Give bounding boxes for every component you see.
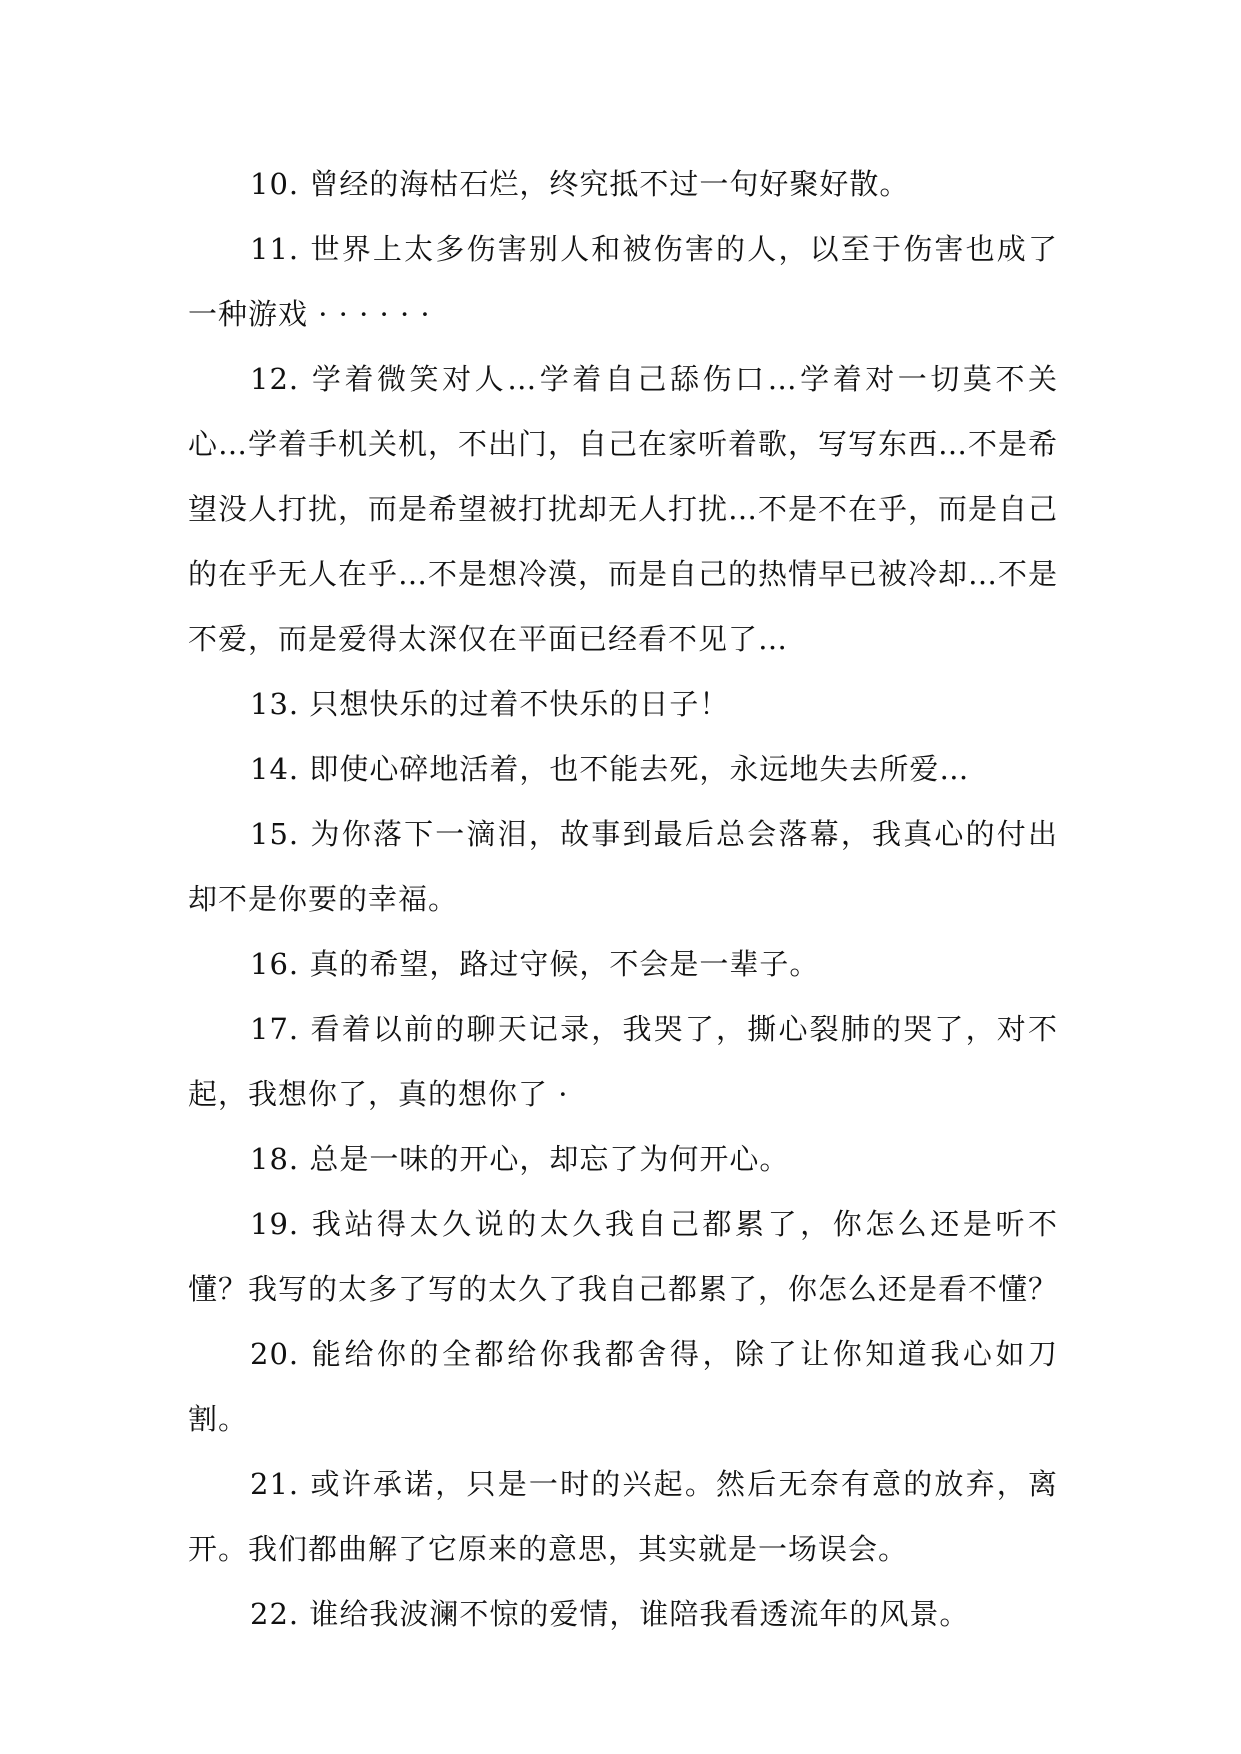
paragraph-15: 15. 为你落下一滴泪，故事到最后总会落幕，我真心的付出却不是你要的幸福。 xyxy=(188,817,1058,916)
paragraph-14: 14. 即使心碎地活着，也不能去死，永远地失去所爱… xyxy=(250,752,970,786)
paragraph-17: 17. 看着以前的聊天记录，我哭了，撕心裂肺的哭了，对不起，我想你了，真的想你了 · xyxy=(188,1012,1058,1111)
paragraph-22: 22. 谁给我波澜不惊的爱情，谁陪我看透流年的风景。 xyxy=(250,1597,970,1631)
paragraph-19: 19. 我站得太久说的太久我自己都累了，你怎么还是听不懂？我写的太多了写的太久了我自己都累了，你怎么还是看不懂？ xyxy=(188,1207,1059,1306)
paragraph-12: 12. 学着微笑对人…学着自己舔伤口…学着对一切莫不关心…学着手机关机，不出门，自己在家听着歌，写写东西…不是希望没人打扰，而是希望被打扰却无人打扰…不是不在乎，而是自己的在乎无人在乎…不是想冷漠，而是自己的热情早已被冷却…不是不爱，而是爱得太深仅在平面已经看不见了… xyxy=(188,362,1059,656)
document-body xyxy=(188,152,1058,1647)
paragraph-21: 21. 或许承诺，只是一时的兴起。然后无奈有意的放弃，离开。我们都曲解了它原来的意思，其实就是一场误会。 xyxy=(188,1467,1058,1566)
paragraph-13: 13. 只想快乐的过着不快乐的日子！ xyxy=(250,687,730,721)
paragraph-20: 20. 能给你的全都给你我都舍得，除了让你知道我心如刀割。 xyxy=(188,1337,1058,1436)
paragraph-10: 10. 曾经的海枯石烂，终究抵不过一句好聚好散。 xyxy=(250,167,910,201)
paragraph-11: 11. 世界上太多伤害别人和被伤害的人，以至于伤害也成了一种游戏 · · · · · · xyxy=(188,232,1058,331)
paragraph-18: 18. 总是一味的开心，却忘了为何开心。 xyxy=(250,1142,790,1176)
paragraph-16: 16. 真的希望，路过守候，不会是一辈子。 xyxy=(250,947,820,981)
